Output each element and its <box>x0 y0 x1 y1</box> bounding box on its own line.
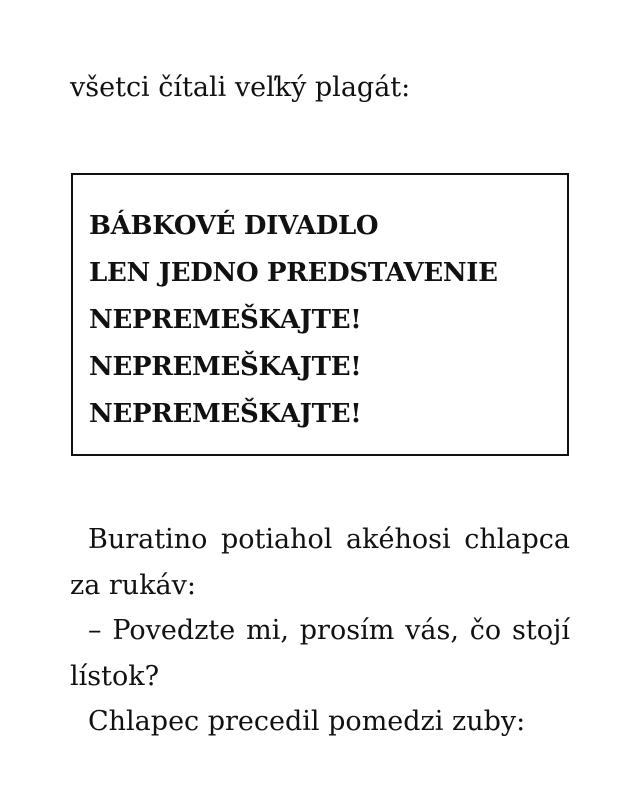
body-text <box>70 517 570 745</box>
paragraph: Buratino potiahol akéhosi chlapca za rukáv: <box>70 524 570 601</box>
dialogue-paragraph: – Povedzte mi, prosím vás, čo stojí lístok? <box>70 615 570 692</box>
poster-line-warning: NEPREMEŠKAJTE! <box>89 352 362 382</box>
poster-line-warning: NEPREMEŠKAJTE! <box>89 305 362 335</box>
paragraph: Chlapec precedil pomedzi zuby: <box>88 706 526 737</box>
poster-box <box>71 173 569 456</box>
poster-line-warning: NEPREMEŠKAJTE! <box>89 399 362 429</box>
intro-text: všetci čítali veľký plagát: <box>70 72 411 103</box>
poster-line-subtitle: LEN JEDNO PREDSTAVENIE <box>89 258 498 288</box>
poster-line-title: BÁBKOVÉ DIVADLO <box>89 211 379 241</box>
